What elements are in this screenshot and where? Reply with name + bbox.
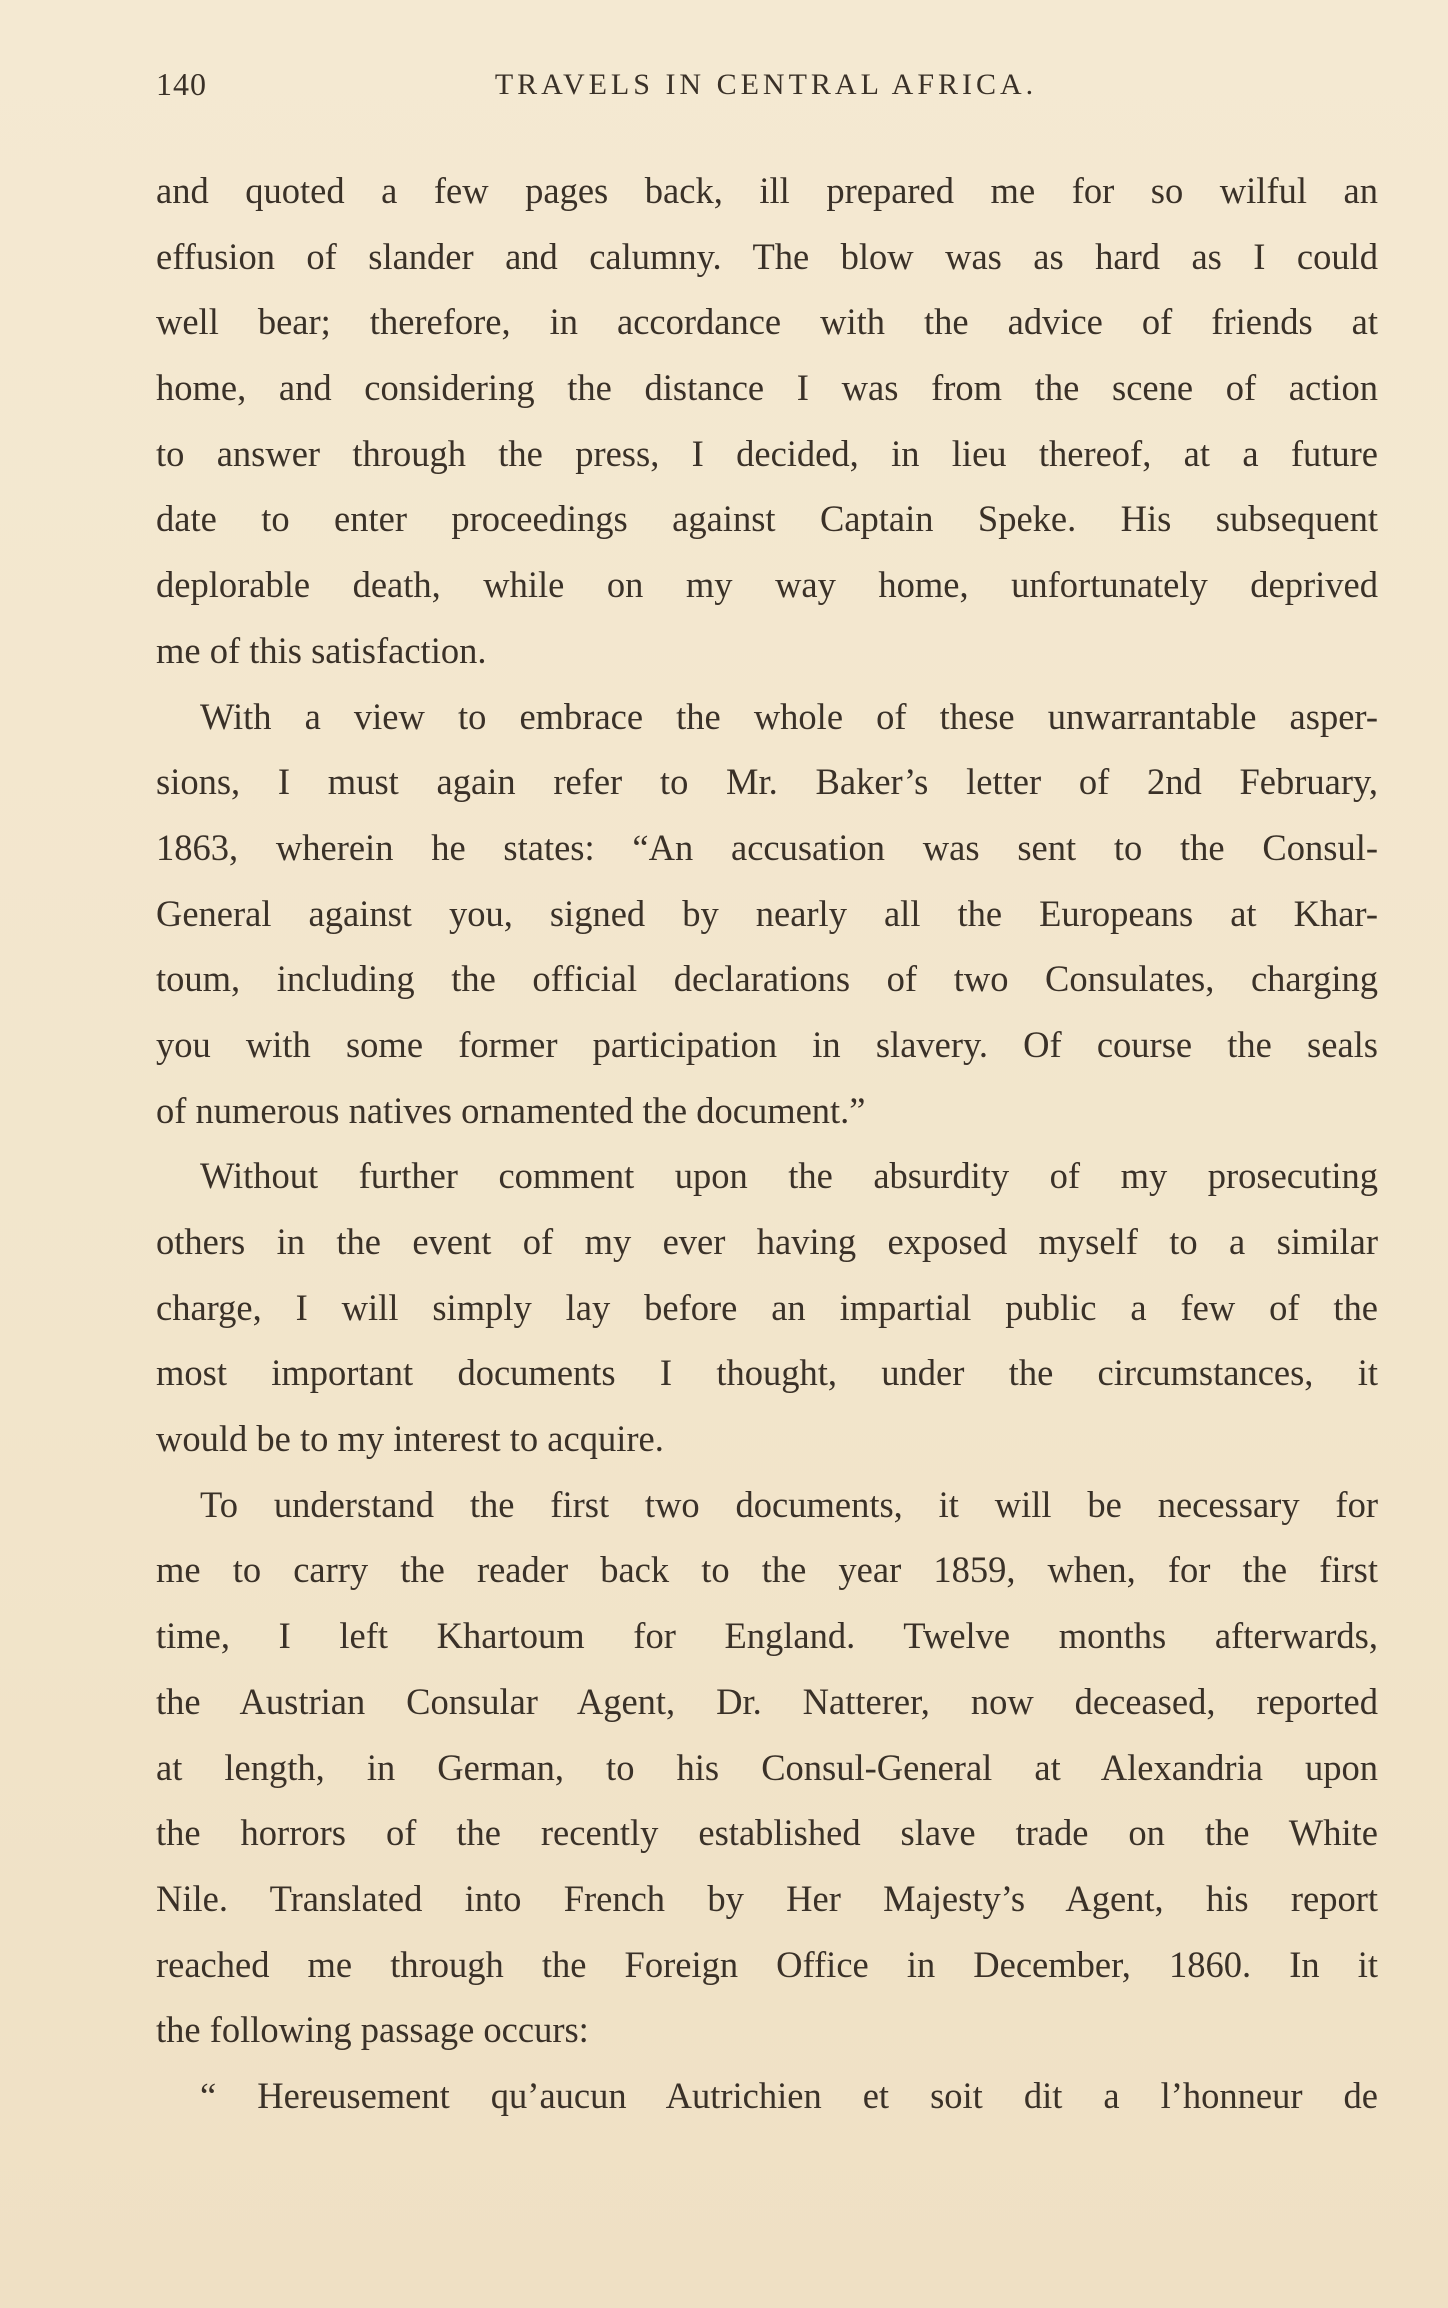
text-line: well bear; therefore, in accordance with the advice of friends at bbox=[156, 301, 1378, 343]
page-number: 140 bbox=[156, 66, 207, 102]
text-line: Nile. Translated into French by Her Majesty’s Agent, his report bbox=[156, 1877, 1378, 1919]
text-line: at length, in German, to his Consul-General at Alexandria upon bbox=[156, 1746, 1378, 1788]
text-line: time, I left Khartoum for England. Twelve months afterwards, bbox=[156, 1615, 1378, 1657]
text-line: the Austrian Consular Agent, Dr. Natterer, now deceased, reported bbox=[156, 1680, 1378, 1722]
text-line: 1863, wherein he states: “An accusation was sent to the Consul- bbox=[156, 826, 1378, 868]
text-line: me to carry the reader back to the year 1859, when, for the first bbox=[156, 1549, 1378, 1591]
text-line: and quoted a few pages back, ill prepared me for so wilful an bbox=[156, 170, 1378, 211]
running-title: TRAVELS IN CENTRAL AFRICA. bbox=[494, 68, 1038, 101]
text-line: would be to my interest to acquire. bbox=[156, 1418, 664, 1460]
text-line: sions, I must again refer to Mr. Baker’s letter of 2nd February, bbox=[156, 761, 1378, 803]
text-line: the horrors of the recently established slave trade on the White bbox=[156, 1812, 1378, 1854]
text-line: most important documents I thought, under the circumstances, it bbox=[156, 1352, 1378, 1394]
text-line: “ Hereusement qu’aucun Autrichien et soit dit a l’honneur de bbox=[200, 2074, 1378, 2116]
text-line: With a view to embrace the whole of these unwarrantable asper- bbox=[200, 695, 1378, 737]
text-line: of numerous natives ornamented the document.” bbox=[156, 1089, 866, 1131]
text-line: reached me through the Foreign Office in December, 1860. In it bbox=[156, 1943, 1378, 1985]
page-header bbox=[156, 66, 1376, 116]
text-line: others in the event of my ever having exposed myself to a similar bbox=[156, 1221, 1378, 1262]
text-line: effusion of slander and calumny. The blow was as hard as I could bbox=[156, 235, 1378, 277]
text-line: home, and considering the distance I was from the scene of action bbox=[156, 367, 1378, 409]
text-line: deplorable death, while on my way home, unfortunately deprived bbox=[156, 564, 1378, 606]
text-line: you with some former participation in slavery. Of course the seals bbox=[156, 1023, 1378, 1065]
text-line: the following passage occurs: bbox=[156, 2009, 589, 2051]
text-line: date to enter proceedings against Captain Speke. His subsequent bbox=[156, 498, 1378, 540]
text-line: toum, including the official declarations of two Consulates, charging bbox=[156, 958, 1378, 1000]
text-line: to answer through the press, I decided, in lieu thereof, at a future bbox=[156, 432, 1378, 474]
text-line: charge, I will simply lay before an impartial public a few of the bbox=[156, 1286, 1378, 1328]
text-line: me of this satisfaction. bbox=[156, 629, 487, 671]
text-line: General against you, signed by nearly all the Europeans at Khar- bbox=[156, 892, 1378, 934]
text-line: To understand the first two documents, it will be necessary for bbox=[200, 1483, 1378, 1525]
body-text bbox=[156, 158, 1378, 2129]
text-line: Without further comment upon the absurdity of my prosecuting bbox=[200, 1155, 1378, 1197]
